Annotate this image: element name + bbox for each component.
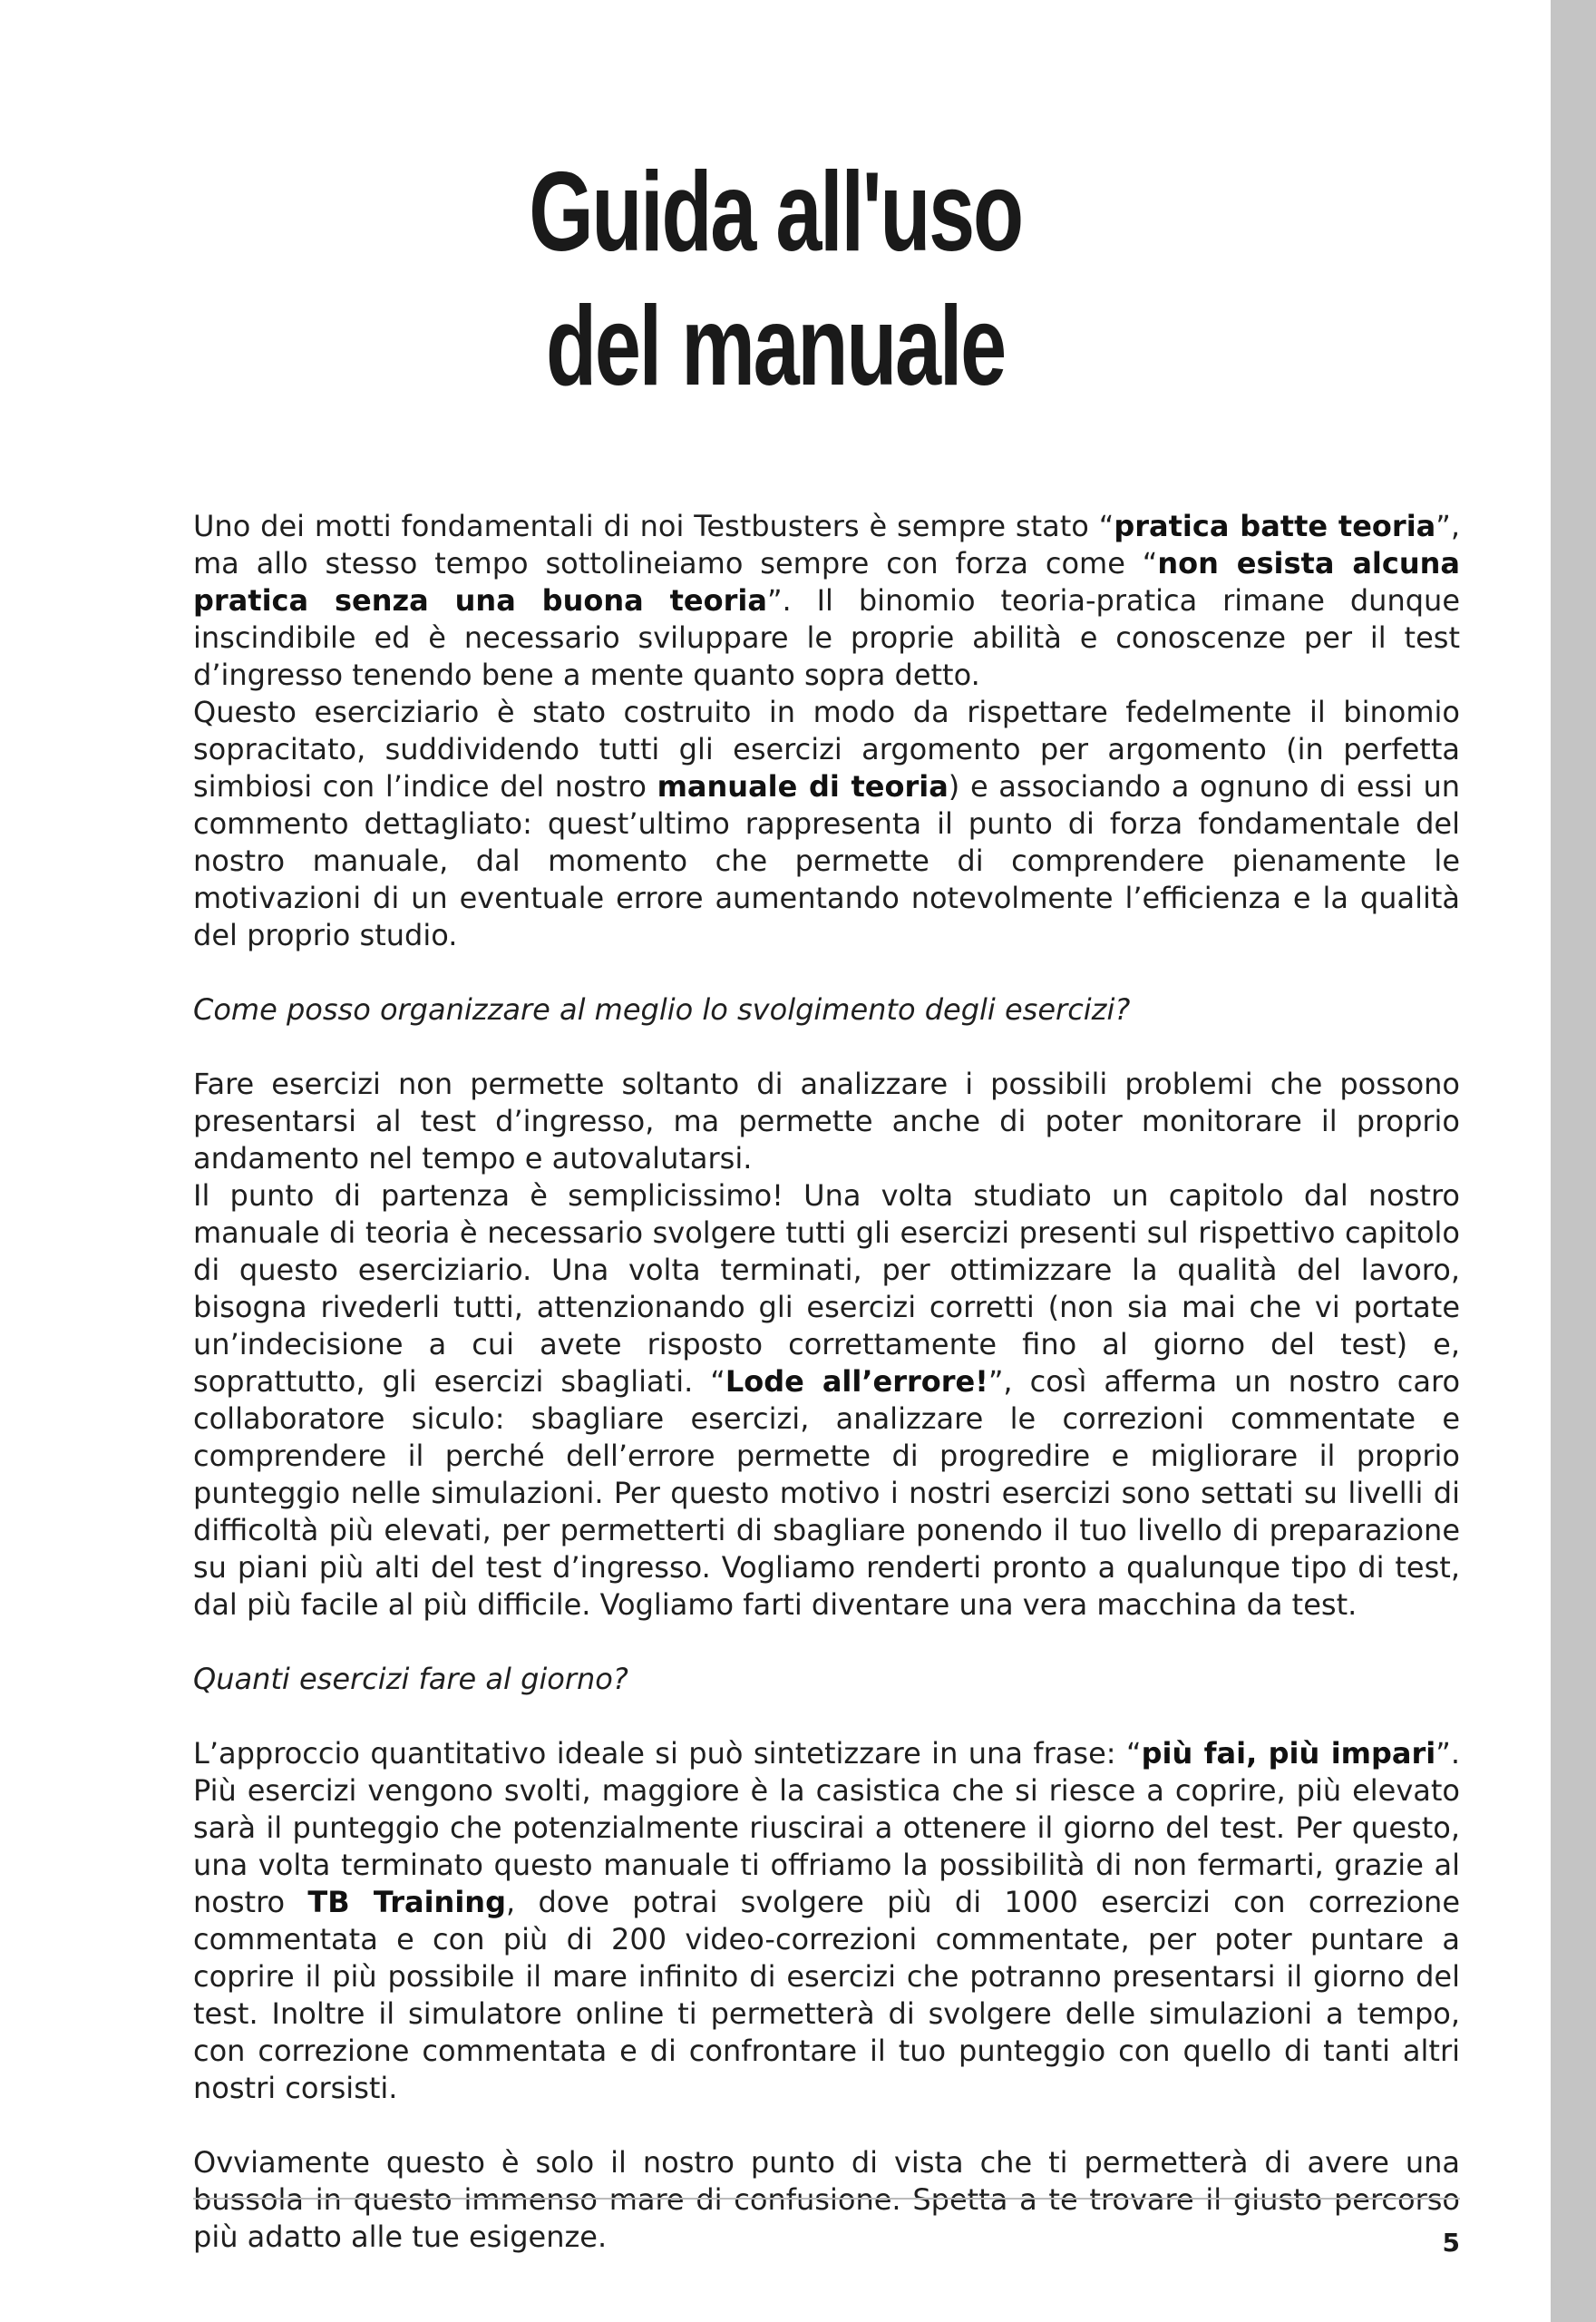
paragraph-punto-di-partenza xyxy=(193,1177,1460,1624)
page-title xyxy=(0,145,1551,414)
page-edge-band xyxy=(1551,0,1596,2322)
text-run: ”, così afferma un nostro caro collaboratore siculo: sbagliare esercizi, analizzare le correzioni commentate e comprendere il perché dell’errore permette di progredire e migliorare il proprio punteggio nelle simulazioni. Per questo motivo i nostri esercizi sono settati su livelli di difficoltà più elevati, per permetterti di sbagliare ponendo il tuo livello di preparazione su piani più alti del test d’ingresso. Vogliamo renderti pronto a qualunque tipo di test, dal più facile al più difficile. Vogliamo farti diventare una vera macchina da test. xyxy=(193,1364,1461,1622)
text-run: , dove potrai svolgere più di 1000 esercizi con correzione commentata e con più di 200 video-correzioni commentate, per poter puntare a coprire il più possibile il mare infinito di esercizi che potranno presentarsi il giorno del test. Inoltre il simulatore online ti permetterà di svolgere delle simulazioni a tempo, con correzione commentata e di confrontare il tuo punteggio con quello di tanti altri nostri corsisti. xyxy=(193,1885,1461,2105)
bold-phrase: Lode all’errore! xyxy=(725,1364,988,1399)
bold-phrase: più fai, più impari xyxy=(1141,1736,1436,1771)
question-heading-2: Quanti esercizi fare al giorno? xyxy=(193,1662,628,1696)
paragraph-approccio xyxy=(193,1735,1460,2107)
body-text xyxy=(193,508,1460,2256)
page-number: 5 xyxy=(1442,2228,1460,2258)
paragraph-eserciziario xyxy=(193,694,1460,954)
question-heading-1: Come posso organizzare al meglio lo svolgimento degli esercizi? xyxy=(193,992,1131,1027)
page-title-line-2: del manuale xyxy=(546,284,1005,409)
bold-phrase: manuale di teoria xyxy=(657,769,949,804)
paragraph-intro xyxy=(193,508,1460,694)
page-title-line-1: Guida all'uso xyxy=(529,150,1022,275)
text-run: L’approccio quantitativo ideale si può sintetizzare in una frase: “ xyxy=(193,1736,1142,1771)
text-run: ) e associando a ognuno di essi un commento dettagliato: quest’ultimo rappresenta il punto di forza fondamentale del nostro manuale, dal momento che permette di comprendere pienamente le motivazioni di un eventuale errore aumentando notevolmente l’efficienza e la qualità del proprio studio. xyxy=(193,769,1461,952)
bold-phrase: pratica batte teoria xyxy=(1114,509,1436,543)
text-run: Il punto di partenza è semplicissimo! Una volta studiato un capitolo dal nostro manuale di teoria è necessario svolgere tutti gli esercizi presenti sul rispettivo capitolo di questo eserciziario. Una volta terminati, per ottimizzare la qualità del lavoro, bisogna rivederli tutti, attenzionando gli esercizi corretti (non sia mai che vi portate un’indecisione a cui avete risposto correttamente fino al giorno del test) e, soprattutto, gli esercizi sbagliati. “ xyxy=(193,1178,1460,1399)
bold-phrase: non esista alcuna pratica senza una buona teoria xyxy=(193,546,1461,618)
text-run: Uno dei motti fondamentali di noi Testbusters è sempre stato “ xyxy=(193,509,1114,543)
text-run: ”, ma allo stesso tempo sottolineiamo sempre con forza come “ xyxy=(193,509,1461,580)
footer-divider xyxy=(193,2198,1460,2200)
text-run: Questo eserciziario è stato costruito in modo da rispettare fedelmente il binomio sopracitato, suddividendo tutti gli esercizi argomento per argomento (in perfetta simbiosi con l’indice del nostro xyxy=(193,695,1460,804)
text-run: ”. Il binomio teoria-pratica rimane dunque inscindibile ed è necessario sviluppare le proprie abilità e conoscenze per il test d’ingresso tenendo bene a mente quanto sopra detto. xyxy=(193,583,1461,692)
paragraph-conclusione: Ovviamente questo è solo il nostro punto di vista che ti permetterà di avere una bussola in questo immenso mare di confusione. Spetta a te trovare il giusto percorso più adatto alle tue esigenze. xyxy=(193,2145,1460,2254)
paragraph-fare-esercizi: Fare esercizi non permette soltanto di analizzare i possibili problemi che possono presentarsi al test d’ingresso, ma permette anche di poter monitorare il proprio andamento nel tempo e autovalutarsi. xyxy=(193,1067,1460,1176)
bold-phrase: TB Training xyxy=(307,1885,506,1919)
text-run: ”. Più esercizi vengono svolti, maggiore è la casistica che si riesce a coprire, più elevato sarà il punteggio che potenzialmente riuscirai a ottenere il giorno del test. Per questo, una volta terminato questo manuale ti offriamo la possibilità di non fermarti, grazie al nostro xyxy=(193,1736,1461,1919)
